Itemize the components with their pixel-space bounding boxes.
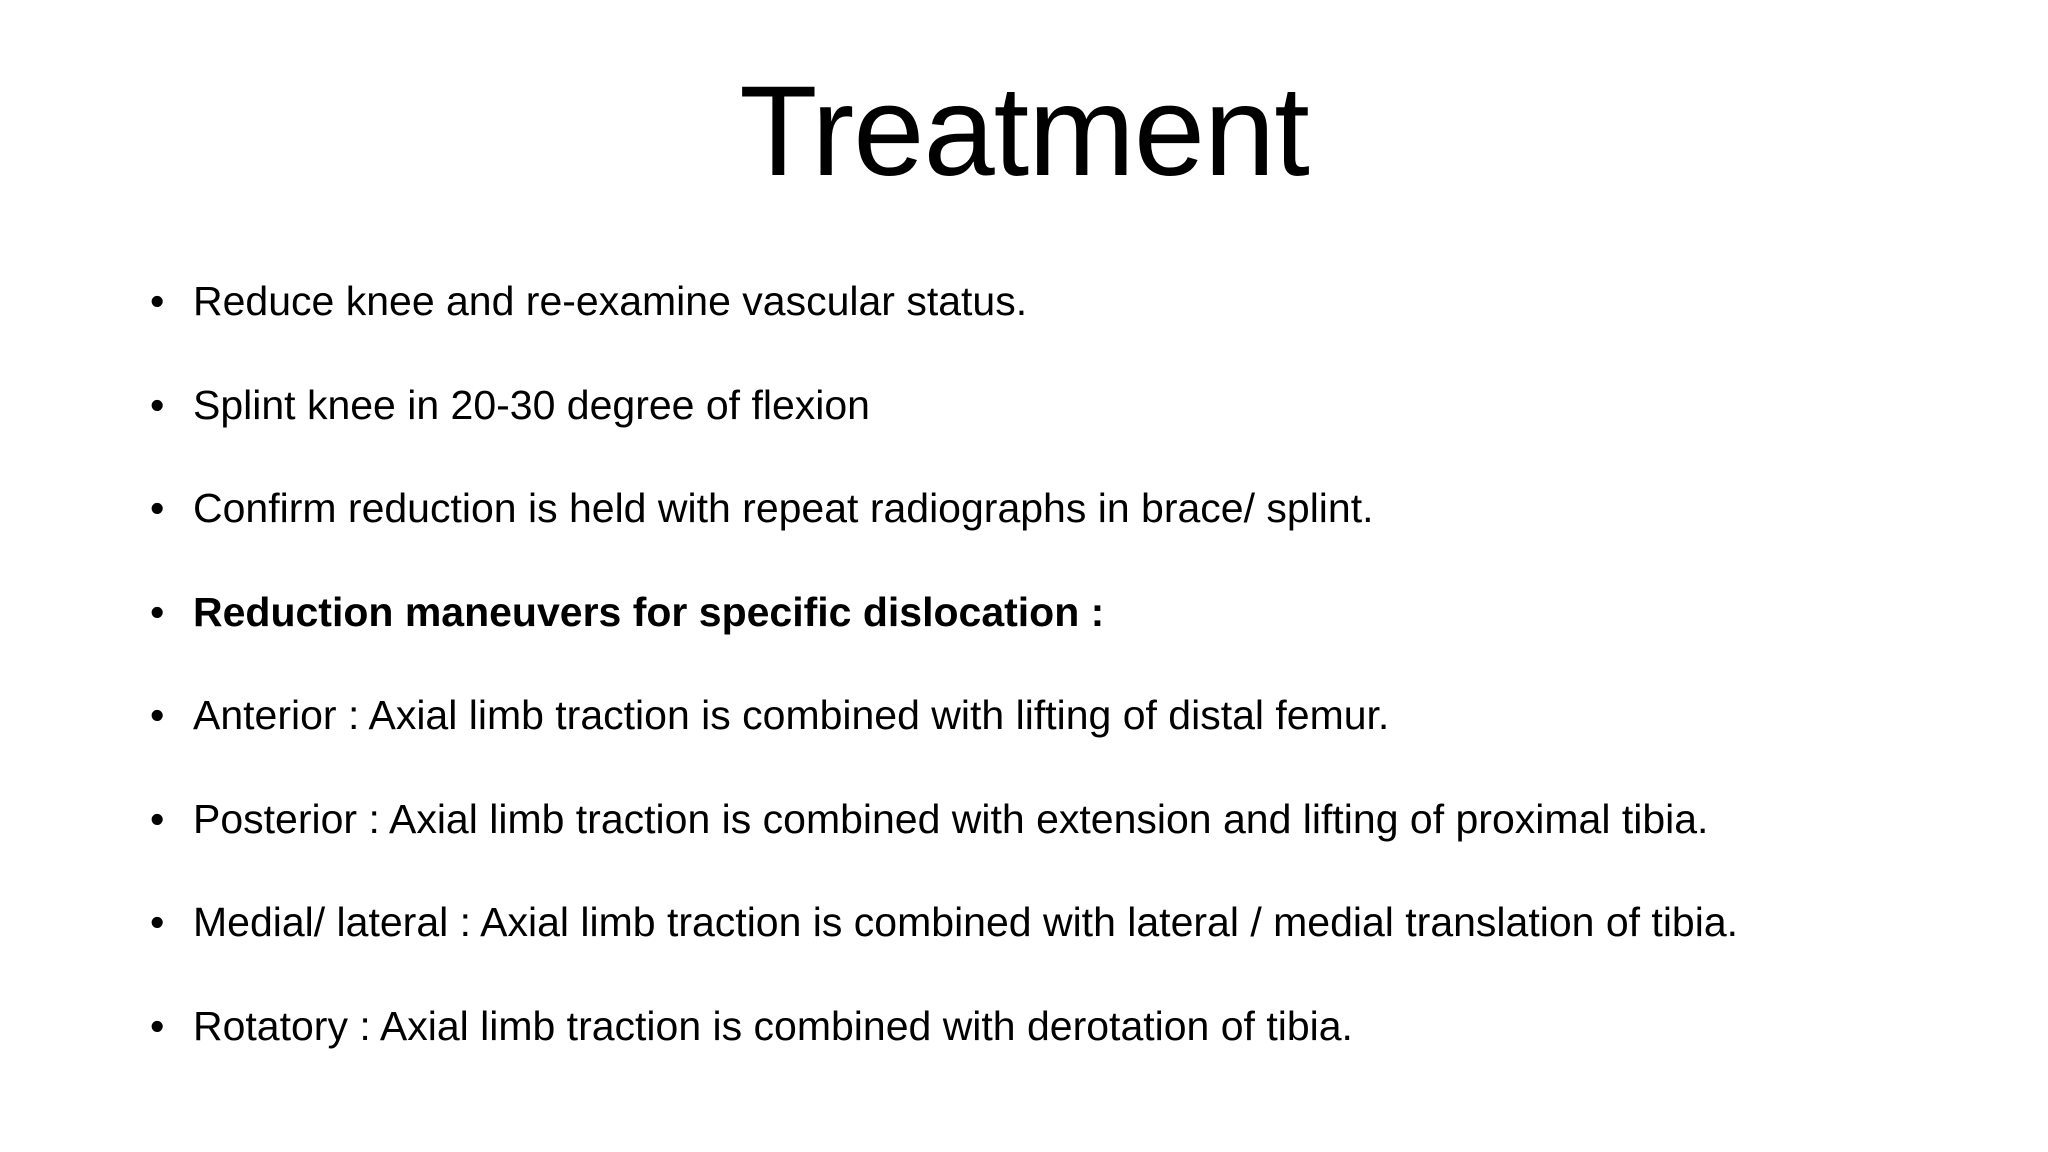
bullet-item-splint-knee xyxy=(150,372,2000,476)
bullet-list xyxy=(150,268,2000,1096)
slide-title: Treatment xyxy=(739,60,1309,203)
bullet-text: Posterior : Axial limb traction is combined with extension and lifting of proximal tibia. xyxy=(193,795,1709,842)
bullet-text: Reduction maneuvers for specific dislocation : xyxy=(193,588,1105,635)
bullet-icon: • xyxy=(150,278,165,324)
bullet-icon: • xyxy=(150,381,165,428)
bullet-icon: • xyxy=(150,1002,165,1049)
bullet-text: Anterior : Axial limb traction is combined with lifting of distal femur. xyxy=(193,692,1390,738)
bullet-item-posterior xyxy=(150,786,2000,890)
bullet-icon: • xyxy=(150,588,165,635)
bullet-item-rotatory xyxy=(150,993,2000,1097)
bullet-text: Medial/ lateral : Axial limb traction is combined with lateral / medial translation of tibia. xyxy=(193,899,1739,945)
bullet-icon: • xyxy=(150,485,165,531)
bullet-icon: • xyxy=(150,899,165,945)
bullet-text: Splint knee in 20-30 degree of flexion xyxy=(193,381,870,428)
bullet-icon: • xyxy=(150,795,165,842)
bullet-text: Confirm reduction is held with repeat radiographs in brace/ splint. xyxy=(193,485,1374,531)
bullet-item-anterior xyxy=(150,682,2000,786)
bullet-text: Reduce knee and re-examine vascular status. xyxy=(193,278,1028,324)
bullet-item-medial-lateral xyxy=(150,889,2000,993)
bullet-text: Rotatory : Axial limb traction is combined with derotation of tibia. xyxy=(193,1002,1353,1049)
bullet-item-reduction-maneuvers xyxy=(150,579,2000,683)
bullet-icon: • xyxy=(150,692,165,738)
bullet-item-reduce-knee xyxy=(150,268,2000,372)
bullet-item-confirm-reduction xyxy=(150,475,2000,579)
